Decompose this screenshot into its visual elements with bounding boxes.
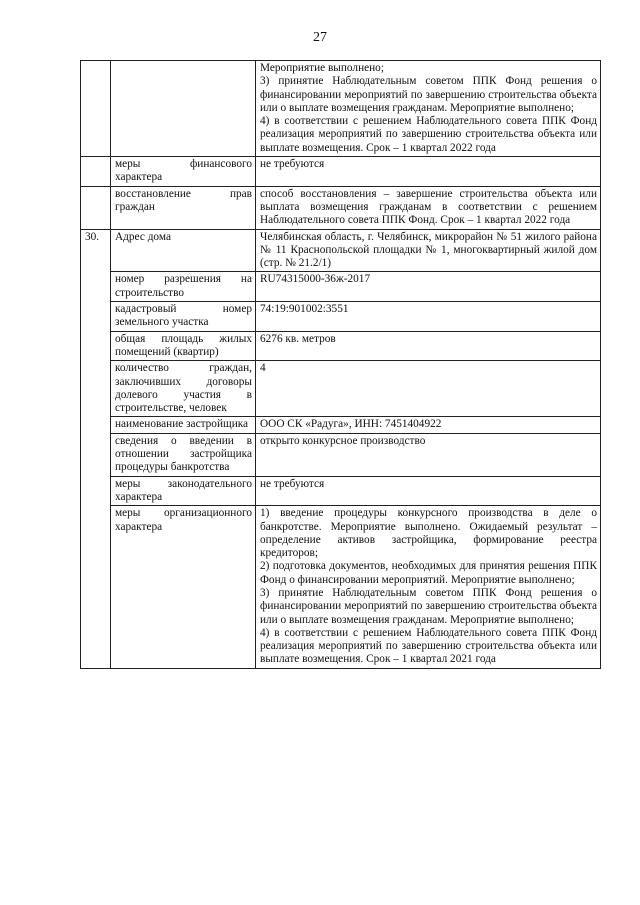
row-label-cell: наименование застройщика <box>111 417 256 433</box>
row-value-cell: Челябинская область, г. Челябинск, микрорайон № 51 жилого района № 11 Краснопольской площадки № 1, многоквартирный жилой дом (стр. № 21.2/1) <box>256 229 601 272</box>
row-value-cell: не требуются <box>256 157 601 187</box>
list-item: Мероприятие выполнено; <box>260 62 384 74</box>
row-value-cell <box>256 61 601 157</box>
row-label-cell: Адрес дома <box>111 229 256 272</box>
row-label-cell: номер разрешения на строительство <box>111 272 256 302</box>
row-label-cell: количество граждан, заключивших договоры долевого участия в строительстве, человек <box>111 361 256 417</box>
table-row <box>81 157 601 187</box>
row-value-cell: ООО СК «Радуга», ИНН: 7451404922 <box>256 417 601 433</box>
list-item: 3) принятие Наблюдательным советом ППК Фонд решения о финансировании мероприятий по завершению строительства объекта или о выплате возмещения гражданам. Мероприятие выполнено; <box>260 586 597 626</box>
row-label-cell: меры законодательного характера <box>111 476 256 506</box>
row-value-cell: 74:19:901002:3551 <box>256 302 601 332</box>
row-label-cell: сведения о введении в отношении застройщика процедуры банкротства <box>111 433 256 476</box>
table-row <box>81 331 601 361</box>
entry-number-cell: 30. <box>81 229 111 668</box>
table-row <box>81 476 601 506</box>
list-item: 2) подготовка документов, необходимых для принятия решения ППК Фонд о финансировании мероприятий. Мероприятие выполнено; <box>260 560 597 586</box>
row-label-cell: общая площадь жилых помещений (квартир) <box>111 331 256 361</box>
row-label-cell <box>111 61 256 157</box>
row-label-cell: меры финансового характера <box>111 157 256 187</box>
row-number-cell <box>81 61 111 157</box>
table-row <box>81 433 601 476</box>
row-label-cell: восстановление прав граждан <box>111 186 256 229</box>
table-row <box>81 361 601 417</box>
list-item: 1) введение процедуры конкурсного производства в деле о банкротстве. Мероприятие выполнено. Ожидаемый результат – определение активов застройщика, формирование реестра кредиторов; <box>260 507 597 560</box>
table-row <box>81 272 601 302</box>
row-value-cell: способ восстановления – завершение строительства объекта или выплата возмещения гражданам в соответствии с решением Наблюдательного совета ППК Фонд. Срок – 1 квартал 2022 года <box>256 186 601 229</box>
row-value-cell: 6276 кв. метров <box>256 331 601 361</box>
table-row <box>81 302 601 332</box>
list-item: 4) в соответствии с решением Наблюдательного совета ППК Фонд реализация мероприятий по завершению строительства объекта или выплате возмещения. Срок – 1 квартал 2022 года <box>260 115 597 154</box>
table-row <box>81 61 601 157</box>
measures-table <box>80 60 601 669</box>
row-value-cell <box>256 506 601 669</box>
row-label-cell: меры организационного характера <box>111 506 256 669</box>
row-value-cell: открыто конкурсное производство <box>256 433 601 476</box>
table-row <box>81 506 601 669</box>
table-row <box>81 229 601 272</box>
row-value-cell: 4 <box>256 361 601 417</box>
list-item: 3) принятие Наблюдательным советом ППК Фонд решения о финансировании мероприятий по завершению строительства объекта или о выплате возмещения гражданам. Мероприятие выполнено; <box>260 75 597 114</box>
row-value-cell: не требуются <box>256 476 601 506</box>
table-row <box>81 186 601 229</box>
list-item: 4) в соответствии с решением Наблюдательного совета ППК Фонд реализация мероприятий по завершению строительства объекта или выплате возмещения. Срок – 1 квартал 2021 года <box>260 626 597 666</box>
table-row <box>81 417 601 433</box>
row-value-cell: RU74315000-36ж-2017 <box>256 272 601 302</box>
row-label-cell: кадастровый номер земельного участка <box>111 302 256 332</box>
page-number: 27 <box>313 30 327 45</box>
